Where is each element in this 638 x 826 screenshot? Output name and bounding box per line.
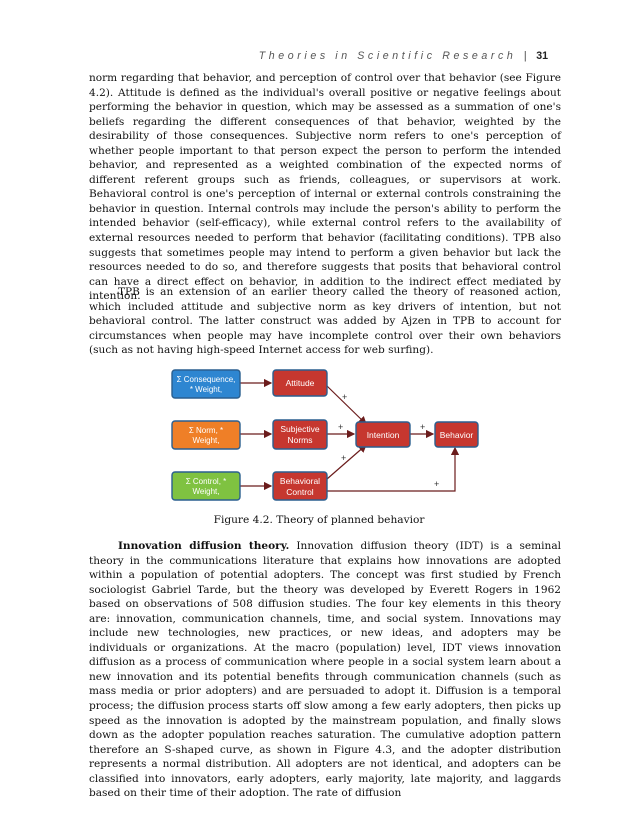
svg-text:Σ Consequence,: Σ Consequence, <box>176 375 236 384</box>
box-intention <box>356 422 410 447</box>
svg-text:Σ Norm, *: Σ Norm, * <box>188 426 224 435</box>
svg-text:Norms: Norms <box>287 435 313 445</box>
tpb-figure <box>170 364 480 502</box>
running-header <box>259 50 548 62</box>
svg-text:Control: Control <box>286 487 314 497</box>
sign-control-behavior: + <box>434 479 440 489</box>
figure-caption: Figure 4.2. Theory of planned behavior <box>213 514 425 526</box>
arrow-control-intention <box>327 445 366 479</box>
box-subjective-norms <box>273 420 327 449</box>
box-behavior <box>435 422 478 447</box>
sign-control-intention: + <box>341 453 347 463</box>
box-consequence <box>172 370 240 398</box>
svg-text:Weight,: Weight, <box>192 436 220 445</box>
sign-attitude-intention: + <box>342 392 348 402</box>
svg-text:Intention: Intention <box>366 430 400 440</box>
tpb-diagram <box>170 364 480 502</box>
svg-text:* Weight,: * Weight, <box>189 385 223 394</box>
section-body-text: Innovation diffusion theory (IDT) is a seminal theory in the communications literature that explains how innovations are adopted within a population of potential adopters. The concept was first studied by French sociologist Gabriel Tarde, but the theory was developed by Everett Rogers in 1962 based on observations of 508 diffusion studies. The four key elements in this theory are: innovation, communication channels, time, and social system. Innovations may include new technologies, new practices, or new ideas, and adopters may be individuals or organizations. At the macro (population) level, IDT views innovation diffusion as a process of communication where people in a social system learn about a new innovation and its potential benefits through communication channels (such as mass media or prior adopters) and are persuaded to adopt it. Diffusion is a temporal process; the diffusion process starts off slow among a few early adopters, then picks up speed as the innovation is adopted by the mainstream population, and finally slows down as the adopter population reaches saturation. The cumulative adoption pattern therefore an S-shaped curve, as shown in Figure 4.3, and the adopter distribution represents a normal distribution. All adopters are not identical, and adopters can be classified into innovators, early adopters, early majority, late majority, and laggards based on their time of their adoption. The rate of diffusion <box>89 540 561 800</box>
svg-text:Behavior: Behavior <box>439 430 474 440</box>
svg-text:Weight,: Weight, <box>192 487 220 496</box>
running-title: Theories in Scientific Research <box>258 50 517 62</box>
box-attitude <box>273 370 327 396</box>
svg-text:Subjective: Subjective <box>280 424 320 434</box>
header-separator: | <box>523 50 527 62</box>
sign-norms-intention: + <box>338 422 344 432</box>
page-number: 31 <box>536 50 548 62</box>
section-lead-heading: Innovation diffusion theory. <box>118 540 290 552</box>
svg-text:Attitude: Attitude <box>285 378 315 388</box>
sign-intention-behavior: + <box>420 422 426 432</box>
box-behavioral-control <box>273 472 327 500</box>
body-paragraph-1: norm regarding that behavior, and perception of control over that behavior (see Figure 4.2). Attitude is defined as the individual's overall positive or negative feelings about performing the behavior in question, which may be assessed as a summation of one's beliefs regarding the different consequences of that behavior, weighted by the desirability of those consequences. Subjective norm refers to one's perception of whether people important to that person expect the person to perform the intended behavior, and represented as a weighted combination of the expected norms of different referent groups such as friends, colleagues, or supervisors at work. Behavioral control is one's perception of internal or external controls constraining the behavior in question. Internal controls may include the person's ability to perform the intended behavior (self-efficacy), while external control refers to the availability of external resources needed to perform that behavior (facilitating conditions). TPB also suggests that sometimes people may intend to perform a given behavior but lack the resources needed to do so, and therefore suggests that posits that behavioral control can have a direct effect on behavior, in addition to the indirect effect mediated by intention. <box>89 72 561 303</box>
svg-text:Behavioral: Behavioral <box>279 476 321 486</box>
body-paragraph-3 <box>89 539 561 801</box>
svg-text:Σ Control, *: Σ Control, * <box>185 477 227 486</box>
box-norm <box>172 421 240 449</box>
box-control <box>172 472 240 500</box>
body-paragraph-2: TPB is an extension of an earlier theory called the theory of reasoned action, which included attitude and subjective norm as key drivers of intention, but not behavioral control. The latter construct was added by Ajzen in TPB to account for circumstances when people may have incomplete control over their own behaviors (such as not having high-speed Internet access for web surfing). <box>89 286 561 357</box>
